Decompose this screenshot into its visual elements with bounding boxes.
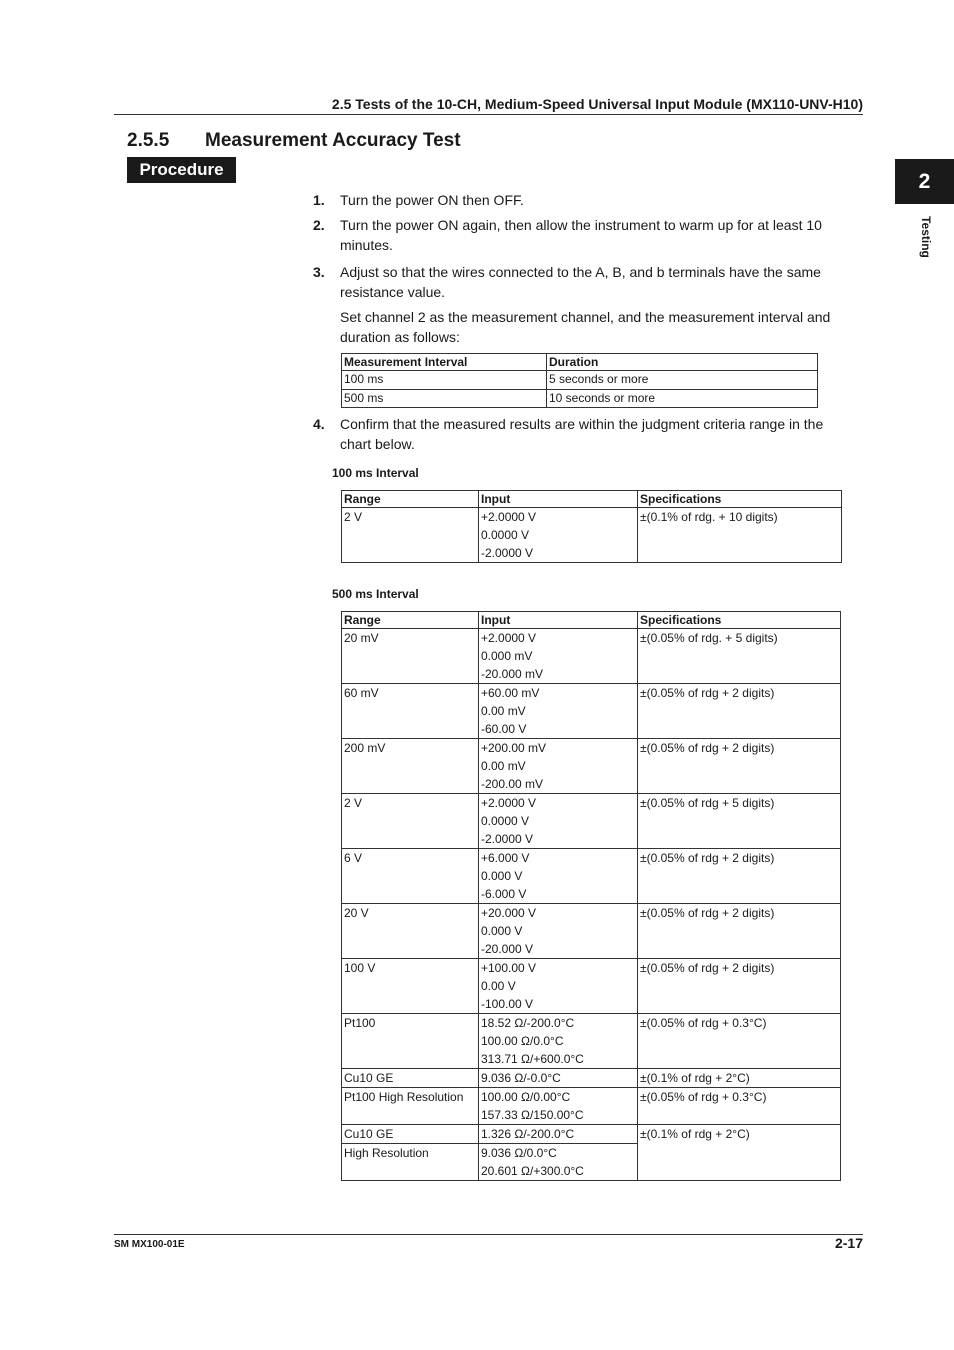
cell-line: ±(0.05% of rdg + 5 digits) bbox=[640, 796, 775, 810]
table-header-row bbox=[342, 354, 818, 371]
table-cell bbox=[342, 1144, 479, 1181]
step-1-text: Turn the power ON then OFF. bbox=[340, 192, 524, 208]
cell-line: 0.000 V bbox=[481, 869, 523, 883]
table-cell bbox=[342, 1069, 479, 1088]
table-cell bbox=[479, 629, 638, 684]
cell-line: +20.000 V bbox=[481, 906, 537, 920]
table-cell bbox=[638, 1088, 841, 1125]
table-cell bbox=[638, 684, 841, 739]
step-4-number: 4. bbox=[313, 416, 325, 432]
step-4-text: Confirm that the measured results are within the judgment criteria range in the chart below. bbox=[340, 416, 824, 452]
cell-line: +2.0000 V bbox=[481, 510, 537, 524]
section-number: 2.5.5 bbox=[127, 130, 170, 151]
column-header: Specifications bbox=[638, 491, 842, 508]
column-header: Measurement Interval bbox=[342, 354, 547, 371]
table-row bbox=[342, 508, 842, 563]
cell-line: +6.000 V bbox=[481, 851, 530, 865]
cell-line: High Resolution bbox=[344, 1146, 429, 1160]
table-row bbox=[342, 904, 841, 959]
section-title: Measurement Accuracy Test bbox=[205, 130, 461, 151]
table-cell bbox=[638, 959, 841, 1014]
table-cell bbox=[479, 794, 638, 849]
cell-line: +60.00 mV bbox=[481, 686, 540, 700]
table-cell bbox=[479, 1014, 638, 1069]
chapter-tab: 2 bbox=[895, 159, 954, 204]
cell-line: -100.00 V bbox=[481, 997, 534, 1011]
cell-line: Cu10 GE bbox=[344, 1071, 394, 1085]
step-1-number: 1. bbox=[313, 192, 325, 208]
table-cell bbox=[342, 849, 479, 904]
column-header: Input bbox=[479, 491, 638, 508]
table-cell bbox=[638, 1069, 841, 1088]
table-row bbox=[342, 794, 841, 849]
column-header: Range bbox=[342, 612, 479, 629]
table-cell bbox=[479, 959, 638, 1014]
table-cell bbox=[479, 1144, 638, 1181]
cell-line: -20.000 V bbox=[481, 942, 534, 956]
table-cell bbox=[479, 1125, 638, 1144]
cell-line: ±(0.05% of rdg + 2 digits) bbox=[640, 851, 775, 865]
accuracy-table-100ms bbox=[341, 490, 842, 563]
table-row bbox=[342, 1014, 841, 1069]
step-2-text: Turn the power ON again, then allow the instrument to warm up for at least 10 minutes. bbox=[340, 217, 822, 253]
footer-rule bbox=[114, 1234, 863, 1235]
cell-line: 1.326 Ω/-200.0°C bbox=[481, 1127, 575, 1141]
table-cell bbox=[342, 794, 479, 849]
table-cell bbox=[638, 508, 842, 563]
cell-line: 9.036 Ω/0.0°C bbox=[481, 1146, 557, 1160]
table-header-row bbox=[342, 491, 842, 508]
table-cell bbox=[638, 629, 841, 684]
cell-line: 100 V bbox=[344, 961, 376, 975]
table-cell bbox=[479, 1069, 638, 1088]
table-row bbox=[342, 1088, 841, 1125]
column-header: Input bbox=[479, 612, 638, 629]
table-cell bbox=[342, 959, 479, 1014]
cell-line: ±(0.05% of rdg + 2 digits) bbox=[640, 961, 775, 975]
cell-line: 0.0000 V bbox=[481, 528, 530, 542]
table-cell bbox=[479, 849, 638, 904]
table-cell bbox=[342, 1125, 479, 1144]
cell-line: 0.00 mV bbox=[481, 759, 526, 773]
cell-line: 9.036 Ω/-0.0°C bbox=[481, 1071, 561, 1085]
table-cell bbox=[479, 1088, 638, 1125]
table-cell: 100 ms bbox=[342, 371, 547, 390]
page-number: 2-17 bbox=[834, 1235, 863, 1251]
cell-line: 0.00 V bbox=[481, 979, 516, 993]
table-row bbox=[342, 684, 841, 739]
cell-line: ±(0.05% of rdg + 0.3°C) bbox=[640, 1090, 767, 1104]
table-cell bbox=[479, 739, 638, 794]
cell-line: -60.00 V bbox=[481, 722, 527, 736]
cell-line: -2.0000 V bbox=[481, 546, 534, 560]
cell-line: 100.00 Ω/0.0°C bbox=[481, 1034, 564, 1048]
table-500ms-label: 500 ms Interval bbox=[332, 587, 419, 601]
cell-line: 157.33 Ω/150.00°C bbox=[481, 1108, 584, 1122]
table-cell bbox=[342, 629, 479, 684]
table-cell bbox=[638, 1125, 841, 1181]
cell-line: +2.0000 V bbox=[481, 796, 537, 810]
cell-line: -6.000 V bbox=[481, 887, 527, 901]
table-cell bbox=[342, 739, 479, 794]
cell-line: -20.000 mV bbox=[481, 667, 544, 681]
table-cell bbox=[342, 1088, 479, 1125]
header-rule bbox=[114, 114, 863, 115]
column-header: Range bbox=[342, 491, 479, 508]
cell-line: 0.000 V bbox=[481, 924, 523, 938]
cell-line: ±(0.05% of rdg + 2 digits) bbox=[640, 741, 775, 755]
table-cell bbox=[638, 904, 841, 959]
cell-line: Pt100 High Resolution bbox=[344, 1090, 464, 1104]
table-cell: 5 seconds or more bbox=[547, 371, 818, 390]
step-3-text: Adjust so that the wires connected to the A, B, and b terminals have the same resistance value. bbox=[340, 264, 821, 300]
table-row bbox=[342, 1069, 841, 1088]
cell-line: Pt100 bbox=[344, 1016, 376, 1030]
table-row bbox=[342, 389, 818, 408]
cell-line: ±(0.05% of rdg + 0.3°C) bbox=[640, 1016, 767, 1030]
table-row bbox=[342, 371, 818, 390]
cell-line: 18.52 Ω/-200.0°C bbox=[481, 1016, 575, 1030]
cell-line: 313.71 Ω/+600.0°C bbox=[481, 1052, 584, 1066]
table-cell: 500 ms bbox=[342, 389, 547, 408]
cell-line: 20 V bbox=[344, 906, 369, 920]
table-cell bbox=[638, 794, 841, 849]
column-header: Specifications bbox=[638, 612, 841, 629]
table-cell bbox=[342, 904, 479, 959]
cell-line: 0.000 mV bbox=[481, 649, 533, 663]
cell-line: -2.0000 V bbox=[481, 832, 534, 846]
table-row bbox=[342, 629, 841, 684]
cell-line: 20.601 Ω/+300.0°C bbox=[481, 1164, 584, 1178]
table-row bbox=[342, 739, 841, 794]
cell-line: 6 V bbox=[344, 851, 363, 865]
footer-document-id: SM MX100-01E bbox=[114, 1239, 185, 1250]
table-header-row bbox=[342, 612, 841, 629]
table-cell bbox=[479, 904, 638, 959]
running-header: 2.5 Tests of the 10-CH, Medium-Speed Universal Input Module (MX110-UNV-H10) bbox=[331, 96, 863, 112]
cell-line: 0.0000 V bbox=[481, 814, 530, 828]
cell-line: 0.00 mV bbox=[481, 704, 526, 718]
step-2-number: 2. bbox=[313, 217, 325, 233]
cell-line: 2 V bbox=[344, 796, 363, 810]
step-3-note: Set channel 2 as the measurement channel, and the measurement interval and duration as follows: bbox=[340, 309, 831, 345]
cell-line: ±(0.1% of rdg + 2°C) bbox=[640, 1071, 750, 1085]
cell-line: ±(0.1% of rdg + 2°C) bbox=[640, 1127, 750, 1141]
cell-line: 100.00 Ω/0.00°C bbox=[481, 1090, 571, 1104]
cell-line: +200.00 mV bbox=[481, 741, 547, 755]
table-cell bbox=[342, 684, 479, 739]
cell-line: 20 mV bbox=[344, 631, 379, 645]
table-cell bbox=[342, 1014, 479, 1069]
table-row bbox=[342, 1125, 841, 1144]
cell-line: +2.0000 V bbox=[481, 631, 537, 645]
cell-line: ±(0.1% of rdg. + 10 digits) bbox=[640, 510, 778, 524]
table-cell bbox=[479, 684, 638, 739]
table-100ms-label: 100 ms Interval bbox=[332, 466, 419, 480]
cell-line: ±(0.05% of rdg. + 5 digits) bbox=[640, 631, 778, 645]
cell-line: 200 mV bbox=[344, 741, 386, 755]
chapter-label: Testing bbox=[919, 216, 933, 258]
cell-line: ±(0.05% of rdg + 2 digits) bbox=[640, 686, 775, 700]
cell-line: 2 V bbox=[344, 510, 363, 524]
cell-line: ±(0.05% of rdg + 2 digits) bbox=[640, 906, 775, 920]
table-cell bbox=[342, 508, 479, 563]
table-cell: 10 seconds or more bbox=[547, 389, 818, 408]
cell-line: +100.00 V bbox=[481, 961, 537, 975]
table-row bbox=[342, 959, 841, 1014]
table-cell bbox=[638, 849, 841, 904]
table-cell bbox=[638, 739, 841, 794]
step-3-number: 3. bbox=[313, 264, 325, 280]
table-cell bbox=[638, 1014, 841, 1069]
table-row bbox=[342, 849, 841, 904]
table-cell bbox=[479, 508, 638, 563]
cell-line: -200.00 mV bbox=[481, 777, 544, 791]
cell-line: Cu10 GE bbox=[344, 1127, 394, 1141]
procedure-badge: Procedure bbox=[127, 157, 236, 183]
cell-line: 60 mV bbox=[344, 686, 379, 700]
interval-duration-table bbox=[341, 353, 818, 408]
column-header: Duration bbox=[547, 354, 818, 371]
accuracy-table-500ms bbox=[341, 611, 841, 1181]
